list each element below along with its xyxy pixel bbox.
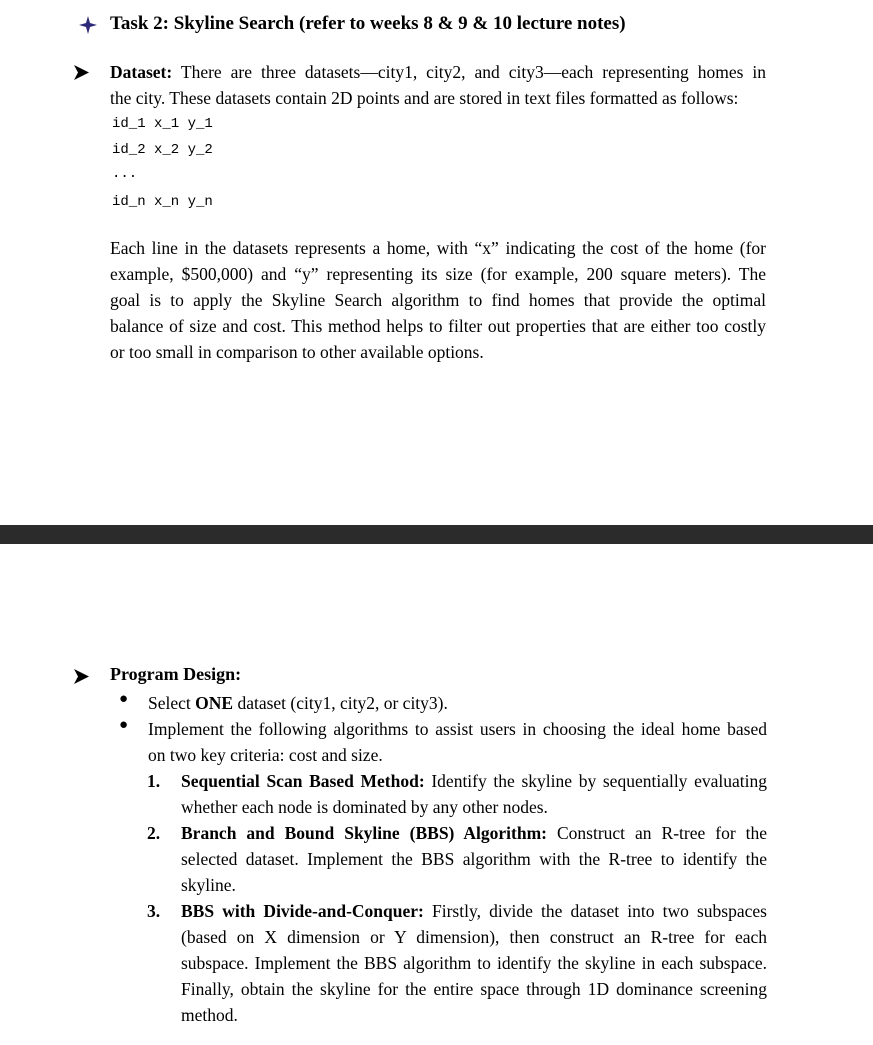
item-number: 2. xyxy=(147,823,161,843)
dataset-description xyxy=(110,235,766,365)
page-divider xyxy=(0,525,873,544)
algorithm-item-sequential-scan: Sequential Scan Based Method: Identify the skyline by sequentially evaluating whether each node is dominated by any other nodes. xyxy=(181,771,768,817)
arrowhead-icon xyxy=(73,668,90,685)
arrowhead-icon xyxy=(73,64,90,81)
item-number: 1. xyxy=(147,771,161,791)
dataset-intro: Dataset: There are three datasets—city1, city2, and city3—each representing homes in the city. These datasets contain 2D points and are stored in text files formatted as follows: xyxy=(110,62,767,108)
description-line: goal is to apply the Skyline Search algorithm to find homes that provide the optimal xyxy=(110,290,766,310)
bullet-implement: Implement the following algorithms to assist users in choosing the ideal home based on two key criteria: cost and size. xyxy=(148,719,767,765)
dataset-label: Dataset: xyxy=(110,62,173,82)
format-line: ... xyxy=(112,166,138,182)
bullet-dot: ● xyxy=(119,717,129,733)
description-line: balance of size and cost. This method helps to filter out properties that are either too costly xyxy=(110,316,766,336)
task-title: Task 2: Skyline Search (refer to weeks 8 & 9 & 10 lecture notes) xyxy=(110,13,626,34)
item-number: 3. xyxy=(147,901,161,921)
description-line: or too small in comparison to other available options. xyxy=(110,342,484,362)
format-line: id_1 x_1 y_1 xyxy=(112,116,213,132)
algorithm-item-bbs-divide-conquer: BBS with Divide-and-Conquer: Firstly, divide the dataset into two subspaces (based on X dimension or Y dimension), then construct an R-tree for each subspace. Implement the BBS algorithm to identify the skyline in each subspace. Finally, obtain the skyline for the entire space through 1D dominance screening method. xyxy=(181,901,767,1025)
description-line: example, $500,000) and “y” representing its size (for example, 200 square meters). The xyxy=(110,264,766,284)
four-point-star-icon xyxy=(77,14,99,36)
algorithm-item-bbs: Branch and Bound Skyline (BBS) Algorithm: Construct an R-tree for the selected dataset. Implement the BBS algorithm with the R-tree to identify the skyline. xyxy=(181,823,768,895)
description-line: Each line in the datasets represents a home, with “x” indicating the cost of the home (for xyxy=(110,238,766,258)
format-line: id_n x_n y_n xyxy=(112,194,213,210)
format-line: id_2 x_2 y_2 xyxy=(112,142,213,158)
program-design-label: Program Design: xyxy=(110,664,242,684)
bullet-select-dataset: Select ONE dataset (city1, city2, or city3). xyxy=(148,693,448,713)
bullet-dot: ● xyxy=(119,691,129,707)
